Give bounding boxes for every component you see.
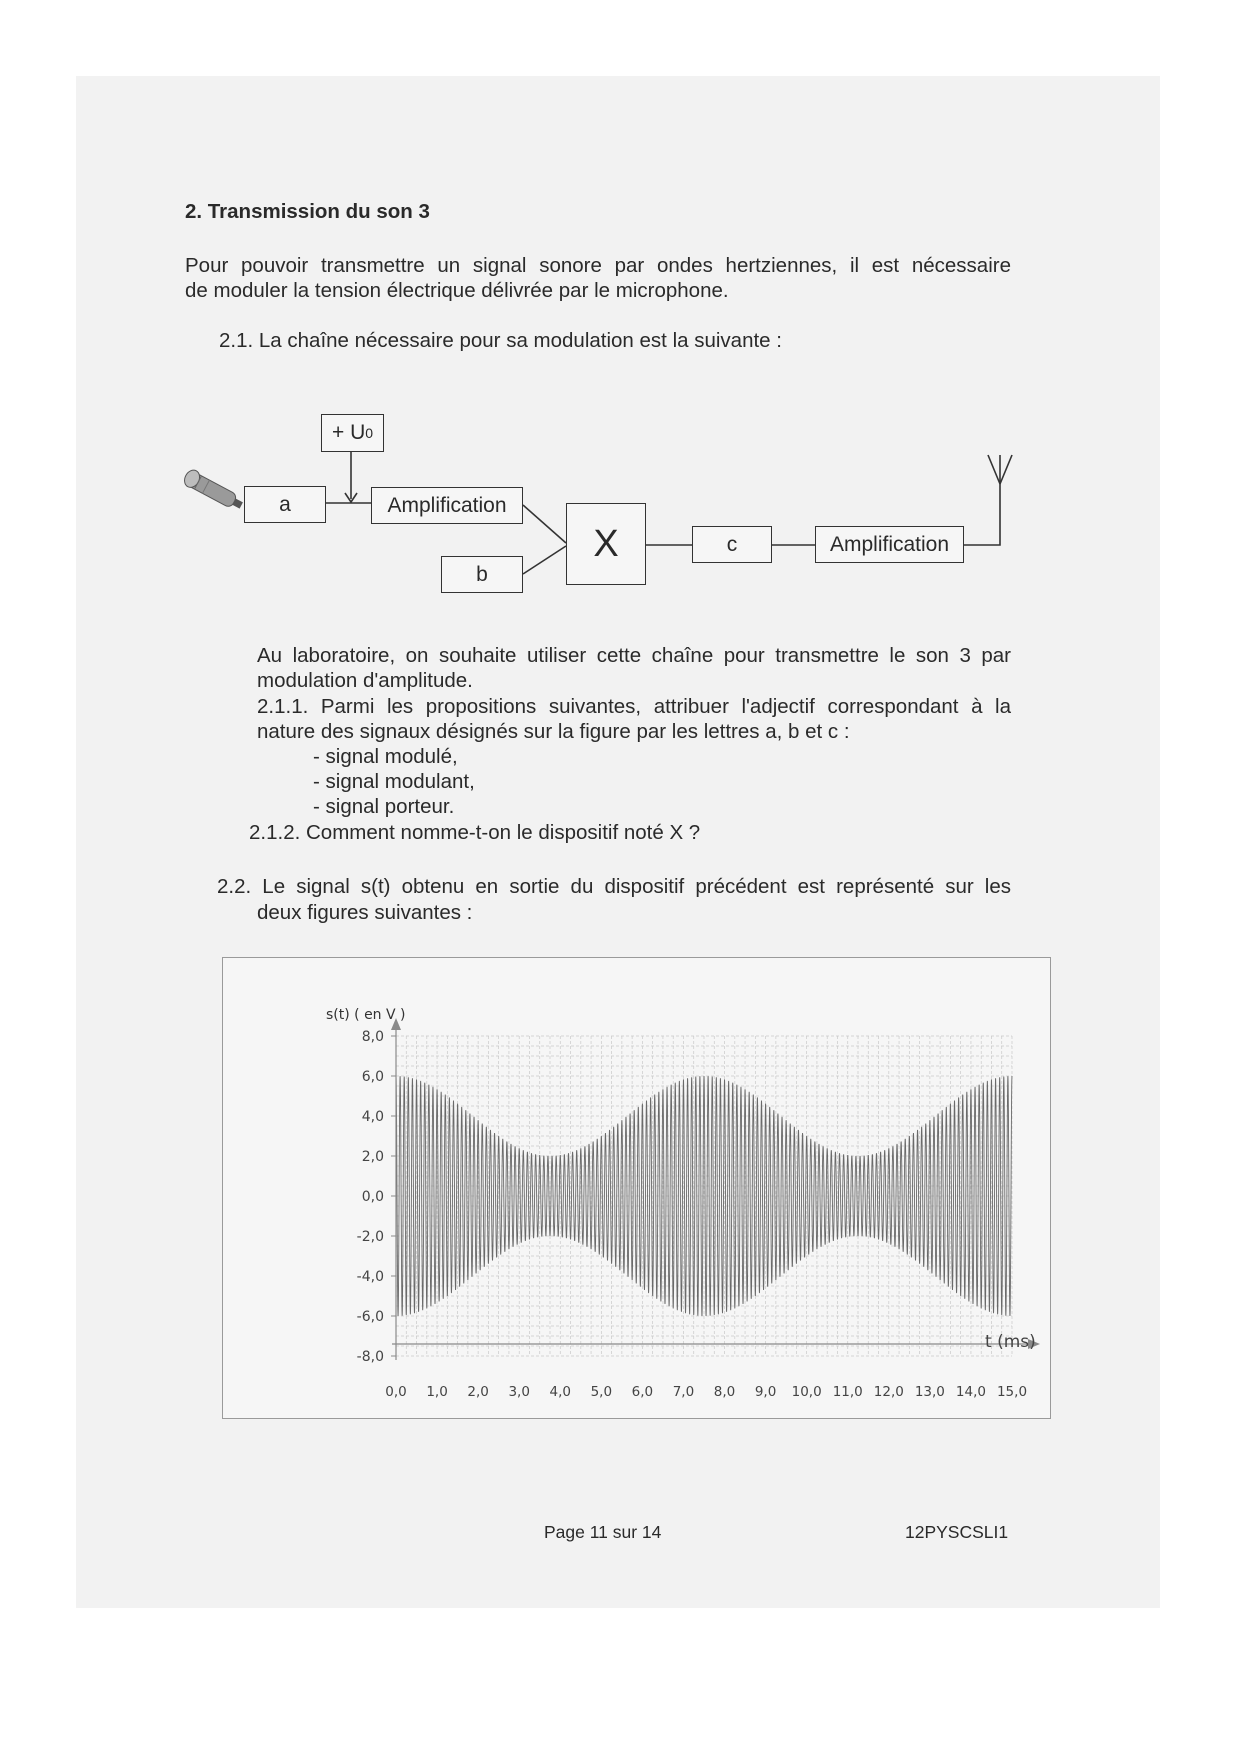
y-tick-label: -8,0 [356,1349,384,1365]
block-x-label: X [593,522,619,565]
x-tick-label: 10,0 [791,1384,822,1400]
section-title: 2. Transmission du son 3 [185,200,430,223]
x-tick-label: 0,0 [385,1384,407,1400]
y-tick-label: 2,0 [361,1149,384,1165]
u0-label: + U [331,421,366,444]
question-2-1-2: 2.1.2. Comment nomme-t-on le dispositif noté X ? [249,821,701,844]
x-tick-label: 1,0 [426,1384,448,1400]
y-axis-label: s(t) ( en V ) [326,1007,406,1023]
y-tick-label: -6,0 [356,1309,384,1325]
u0-subscript: 0 [365,425,374,441]
x-tick-label: 2,0 [467,1384,489,1400]
q2-2-line-1: 2.2. Le signal s(t) obtenu en sortie du dispositif précédent est représenté sur les [217,875,1011,898]
x-tick-label: 6,0 [631,1384,654,1400]
x-tick-label: 5,0 [590,1384,613,1400]
option-signal-modulant: - signal modulant, [313,770,475,793]
x-tick-label: 15,0 [996,1384,1028,1400]
x-tick-label: 13,0 [914,1384,945,1400]
intro-line-2: de moduler la tension électrique délivrée par le microphone. [185,279,729,302]
x-tick-label: 7,0 [672,1384,695,1400]
y-tick-label: -4,0 [356,1269,384,1285]
q2-1-1-line-2: nature des signaux désignés sur la figure par les lettres a, b et c : [257,720,850,743]
block-b-label: b [476,562,488,586]
x-tick-label: 12,0 [873,1384,904,1400]
q2-1-1-line-1: 2.1.1. Parmi les propositions suivantes, attribuer l'adjectif correspondant à la [257,695,1011,718]
x-tick-label: 8,0 [713,1384,736,1400]
x-tick-label: 4,0 [549,1384,572,1400]
block-c-label: c [726,532,738,556]
option-signal-porteur: - signal porteur. [313,795,455,818]
x-tick-label: 9,0 [754,1384,777,1400]
page-number: Page 11 sur 14 [544,1522,662,1542]
q2-2-line-2: deux figures suivantes : [257,901,473,924]
block-amplification-2-label: Amplification [829,532,950,556]
document-code: 12PYSCSLI1 [905,1522,1009,1542]
y-tick-label: -2,0 [356,1229,384,1245]
lab-line-2: modulation d'amplitude. [257,669,473,692]
y-tick-label: 0,0 [361,1189,384,1205]
y-tick-label: 4,0 [361,1109,384,1125]
x-axis-label: t (ms) [985,1332,1036,1352]
y-tick-label: 8,0 [361,1029,384,1045]
intro-line-1: Pour pouvoir transmettre un signal sonore par ondes hertziennes, il est nécessaire [185,254,1011,277]
lab-line-1: Au laboratoire, on souhaite utiliser cette chaîne pour transmettre le son 3 par [257,644,1011,667]
y-tick-label: 6,0 [361,1069,384,1085]
x-tick-label: 3,0 [508,1384,530,1400]
x-tick-label: 14,0 [955,1384,986,1400]
block-amplification-1-label: Amplification [387,493,507,517]
x-tick-label: 11,0 [832,1384,863,1400]
option-signal-module: - signal modulé, [313,745,458,768]
question-2-1: 2.1. La chaîne nécessaire pour sa modulation est la suivante : [219,329,782,352]
block-a-label: a [279,492,291,516]
